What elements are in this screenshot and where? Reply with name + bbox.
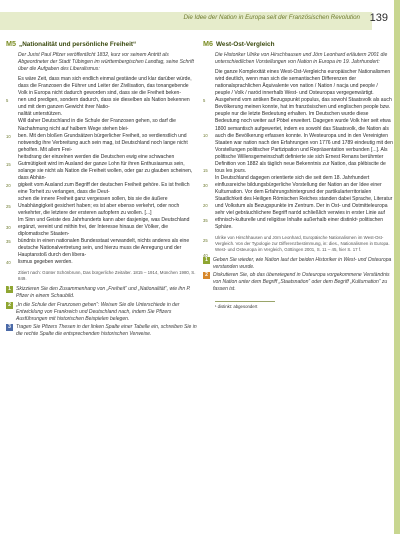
task-item [6, 286, 198, 300]
line-number: 10 [6, 133, 11, 139]
task-list [203, 257, 393, 294]
material-code: M5 [6, 39, 16, 48]
material-heading-m5 [6, 40, 198, 48]
text-line: 40 lismus gegeben werden. [6, 259, 73, 266]
text-line: 25 schen die innere Freiheit ganz vergessen sollen, bis sie die äußere Unabhängigkeit gesichert haben; es ist aber ebenso verkehrt, oder noch verkehrter, die letztere der ersteren aufopfern zu wollen. [...] [6, 195, 180, 217]
material-body [6, 76, 198, 266]
line-number: 35 [203, 217, 208, 223]
task-text: Diskutieren Sie, ob das überwiegend in Osteuropa vorgekommene Verständnis von Nation unter dem Begriff „Staatsnation“ oder dem Begriff „Kulturnation“ zu fassen ist. [213, 272, 390, 293]
task-text: „In die Schule der Franzosen gehen“: Weisen Sie die Unterschiede in der Entwicklung von Frankreich und Deutschland nach, indem Sie Pfizers Ausführungen mit historischen Beispielen belegen. [16, 301, 180, 322]
line-number: 15 [6, 161, 11, 167]
text-paragraph: 30 35 40 In Deutschland dagegen orientierte sich die seit dem 18. Jahrhundert einflussreiche bildungsbürgerliche Vorstellung der Nation an der Idee einer Kulturnation. Vor dem Erfahrungshintergrund der partikularterritorialen Staatlichkeit des Heiligen Römischen Reiches standen dabei Sprache, Literatur und Volkstum als Bezugspunkte im Zentrum. Der in Ost- und Ostmitteleuropa sehr viel gebräuchlichere Begriff naród schließlich verwies in erster Linie auf ethnisch-kulturelle und religiöse Inhalte außerhalb einer distinkt¹ politischen Sphäre. [203, 174, 393, 258]
source-citation: Zitiert nach: Günter Schönbrunn, Das bürgerliche Zeitalter. 1815 – 1914, München 1980, S. 849. [18, 270, 196, 282]
task-number-badge: 2 [6, 302, 13, 309]
text-line: 10 ben. Mit den bloßen Grundsätzen bürgerlicher Freiheit, so verdienstlich und notwendig ihre Verbreitung auch sein mag, ist Deutschland noch lange nicht geholfen. Mit allem Frei- [6, 132, 188, 153]
task-number-badge: 1 [6, 286, 13, 293]
line-number: 40 [6, 260, 11, 266]
material-title: „Nationalität und persönliche Freiheit“ [19, 41, 137, 48]
text-line: nalität unterstützen. [18, 111, 63, 118]
material-heading-m6 [203, 40, 393, 48]
page-number: 139 [369, 12, 388, 24]
line-number: 15 [203, 168, 208, 174]
text-line: Es wäre Zeit, dass man sich endlich einmal gestände und klar darüber würde, dass die Franzosen die Führer und Leiter der Zivilisation, das tonangebende Volk in Europa nicht dadurch geworden sind, dass sie die Freiheit beken- [18, 76, 192, 97]
material-code: M6 [203, 39, 213, 48]
text-line: Will daher Deutschland in die Schule der Franzosen gehen, so darf die Nachahmung nicht auf halbem Wege stehen blei- [18, 118, 176, 132]
task-item [203, 257, 393, 271]
text-line: 20 gigkeit vom Ausland zum Begriff der deutschen Freiheit gehöre. Es ist freilich eine Torheit zu verlangen, dass die Deut- [6, 181, 190, 195]
material-intro: Der Jurist Paul Pfizer veröffentlicht 1832, kurz vor seinem Antritt als Abgeordneter der Stadt Tübingen im württembergischen Landtag, seine Schrift über die Aufgaben des Liberalismus: [18, 52, 194, 73]
line-number: 5 [6, 98, 9, 104]
footnote: ¹ distinkt: abgesondert [215, 304, 258, 310]
page-header [0, 0, 400, 44]
line-number: 30 [203, 182, 208, 188]
task-text: Geben Sie wieder, wie Nation laut der beiden Historiker in West- und Osteuropa verstanden wurde. [213, 256, 392, 270]
left-column [6, 40, 198, 340]
page-edge-strip [394, 0, 400, 534]
text-line: 30 Im Sinn und Geiste des Jahrhunderts kann aber dasjenige, was Deutschland ergänzt, vereint und mithin frei, der Interesse hinaus der Völker, die diplomatische Staaten- [6, 217, 190, 238]
text-paragraph: 5 10 15 20 25 Die ganze Komplexität eines West-Ost-Vergleichs europäischer Nationalismen wird deutlich, wenn man sich die semantischen Differenzen der nationalsprachlichen Äquivalente von nation / Nation / nacja und people / peuple / Volk / naród innerhalb West- und Osteuropas vergegenwärtigt. Ausgehend vom antiken Bezugspunkt populus, das sowohl Staatsvolk als auch Bevölkerung meinen konnte, hat im französischen und englischen people bzw. peuple nur die letzte Bedeutung erhalten. Im Deutschen wurde diese Bedeutung noch weiter auf Pöbel erweitert. Dagegen wurde Volk hier seit etwa 1800 semantisch aufgewertet, indem es sowohl das Staatsvolk, die Nation als auch die Bevölkerung erfassen konnte. In Westeuropa und in den Vereinigten Staaten war nation nach den Erfahrungen von 1776 und 1789 eindeutig mit den Vorstellungen politischer Partizipation und Repräsentation verbunden [...]. Als politische Willensgemeinschaft definierte sie sich Ernest Renans berühmter Definition von 1882 als täglich neue Bekenntnis zur Nation, das plébiscite de tous les jours. [203, 69, 393, 244]
source-citation: Ulrike von Hirschhausen und Jörn Leonhard, Europäische Nationalismen im West-Ost-Vergleich. Von der Typologie zur Differenzbestimmung, in: dies., Nationalismen in Europa. West- und Osteuropa im Vergleich, Göttingen 2001, S. 11 – 45, hier S. 17 f. [215, 235, 390, 252]
line-number: 35 [6, 239, 11, 245]
task-number-badge: 3 [6, 324, 13, 331]
task-number-badge: 2 [203, 272, 210, 279]
line-number: 25 [203, 238, 208, 244]
line-number: 10 [203, 133, 208, 139]
line-number: 5 [203, 98, 206, 104]
line-number: 25 [6, 203, 11, 209]
task-list [6, 286, 198, 338]
material-title: West-Ost-Vergleich [216, 41, 275, 48]
task-item [6, 302, 198, 323]
task-text: Tragen Sie Pfizers Thesen in der linken Spalte einer Tabelle ein, schreiben Sie in die rechte Spalte die entsprechenden historischen Verweise. [16, 324, 197, 338]
footnote-rule [215, 301, 275, 302]
line-number: 30 [6, 225, 11, 231]
material-intro: Die Historiker Ulrike von Hirschhausen und Jörn Leonhard erläutern 2001 die unterschiedlichen Vorstellungen von Nation in Europa im 19. Jahrhundert: [215, 52, 388, 66]
task-item [203, 272, 393, 293]
task-text: Skizzieren Sie den Zusammenhang von „Freiheit“ und „Nationalität“, wie ihn P. Pfizer in einem Schaubild. [16, 286, 191, 300]
line-number: 40 [203, 252, 208, 258]
text-line: 35 bündnis in einen nationalen Bundesstaat verwandelt, nichts anderes als eine deutsche Nationalvertretung sein, und hierzu muss die Anregung und der Hauptanstoß durch den libera- [6, 238, 190, 259]
task-item [6, 324, 198, 338]
task-number-badge: 1 [203, 257, 210, 264]
line-number: 20 [203, 203, 208, 209]
text-line: 5 nen und predigen, sondern dadurch, dass sie dieselben als Nation bekennen und mit dem ganzen Gewicht ihrer Natio- [6, 97, 190, 111]
right-column [203, 40, 393, 310]
chapter-title: Die Idee der Nation in Europa seit der Französischen Revolution [183, 14, 360, 21]
text-line: 15 heitsdrang der einzelnen werden die Deutschen ewig eine schwachen Gutmütigkeit wird im Ausland der ganze Lohn für ihren Enthusiasmus sein, solange sie nicht als Nation die Freiheit wollen, oder gar zu glauben scheinen, dass Abhän- [6, 153, 193, 181]
line-number: 20 [6, 182, 11, 188]
